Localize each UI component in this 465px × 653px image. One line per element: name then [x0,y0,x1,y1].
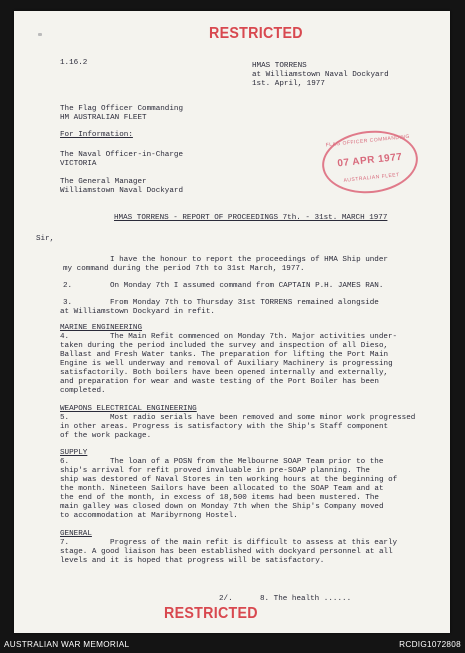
addressee-line1: The Flag Officer Commanding [60,105,184,113]
para5-line2: in other areas. Progress is satisfactory with the Ship's Staff component [60,423,389,431]
info-heading: For Information: [60,131,133,139]
para4-line3: Ballast and Fresh Water tanks. The preparation for lifting the Port Main [60,351,389,359]
para2-number: 2. [63,282,73,290]
para6-line6: main galley was closed down on Monday 7th when the Ship's Company moved [60,503,384,511]
para5-line1: Most radio serials have been removed and some minor work progressed [110,414,416,422]
para1-line1: I have the honour to report the proceedings of HMA Ship under [110,256,388,264]
para4-line2: taken during the period included the survey and inspection of all Dieso, [60,342,389,350]
received-date-stamp [319,126,421,198]
sender-location: at Williamstown Naval Dockyard [252,71,389,79]
info-recipient1-line1: The Naval Officer-in-Charge [60,151,184,159]
archive-record-id: RCDIG1072808 [399,640,461,649]
para4-line7: completed. [60,387,106,395]
para4-line6: and preparation for wear and waste testing of the Port Boiler has been [60,378,379,386]
subject-line: HMAS TORRENS - REPORT OF PROCEEDINGS 7th. - 31st. MARCH 1977 [114,214,388,222]
para7-line1: Progress of the main refit is difficult to assess at this early [110,539,398,547]
marine-engineering-heading: MARINE ENGINEERING [60,324,143,332]
para2-text: On Monday 7th I assumed command from CAPTAIN P.H. JAMES RAN. [110,282,384,290]
para5-number: 5. [60,414,70,422]
para6-line1: The loan of a POSN from the Melbourne SOAP Team prior to the [110,458,384,466]
para4-line4: Engine is well underway and removal of Auxiliary Machinery is progressing [60,360,393,368]
para6-line2: ship's arrival for refit proved invaluable in pre-SOAP planning. The [60,467,370,475]
para4-line5: satisfactorily. Both boilers have been opened internally and externally, [60,369,389,377]
para6-number: 6. [60,458,70,466]
weapons-heading: WEAPONS ELECTRICAL ENGINEERING [60,405,197,413]
addressee-line2: HM AUSTRALIAN FLEET [60,114,147,122]
para3-number: 3. [63,299,73,307]
para5-line3: of the work package. [60,432,152,440]
para6-line7: to accommodation at Maribyrnong Hostel. [60,512,238,520]
salutation: Sir, [36,235,55,243]
info-recipient1-line2: VICTORIA [60,160,97,168]
archive-institution: AUSTRALIAN WAR MEMORIAL [4,640,130,649]
supply-heading: SUPPLY [60,449,88,457]
punch-hole-mark [38,33,42,36]
para6-line5: the end of the month, in excess of 18,500 items had been mustered. The [60,494,379,502]
para6-line3: ship was destored of Naval Stores in ten working hours at the beginning of [60,476,398,484]
para4-number: 4. [60,333,70,341]
stamp-top-text: FLAG OFFICER COMMANDING [325,133,411,149]
info-recipient2-line1: The General Manager [60,178,147,186]
page-continuation-marker: 2/. [219,595,233,603]
next-paragraph-lead: 8. The health ...... [260,595,352,603]
archive-footer [0,636,465,653]
para1-line2: my command during the period 7th to 31st March, 1977. [63,265,305,273]
para3-line1: From Monday 7th to Thursday 31st TORRENS remained alongside [110,299,379,307]
restricted-stamp-bottom: RESTRICTED [164,605,258,622]
para7-line3: levels and it is hoped that progress will be satisfactory. [60,557,325,565]
general-heading: GENERAL [60,530,92,538]
para7-line2: stage. A good liaison has been established with dockyard personnel at all [60,548,393,556]
para6-line4: the month. Nineteen Sailors have been allocated to the SOAP Team and at [60,485,384,493]
file-reference: 1.16.2 [60,59,88,67]
sender-ship: HMAS TORRENS [252,62,307,70]
para4-line1: The Main Refit commenced on Monday 7th. Major activities under- [110,333,398,341]
restricted-stamp-top: RESTRICTED [209,25,303,42]
para3-line2: at Williamstown Dockyard in refit. [60,308,215,316]
document-page [14,11,450,633]
para7-number: 7. [60,539,70,547]
stamp-date: 07 APR 1977 [336,151,403,170]
stamp-bottom-text: AUSTRALIAN FLEET [343,171,401,184]
letter-date: 1st. April, 1977 [252,80,325,88]
info-recipient2-line2: Williamstown Naval Dockyard [60,187,184,195]
